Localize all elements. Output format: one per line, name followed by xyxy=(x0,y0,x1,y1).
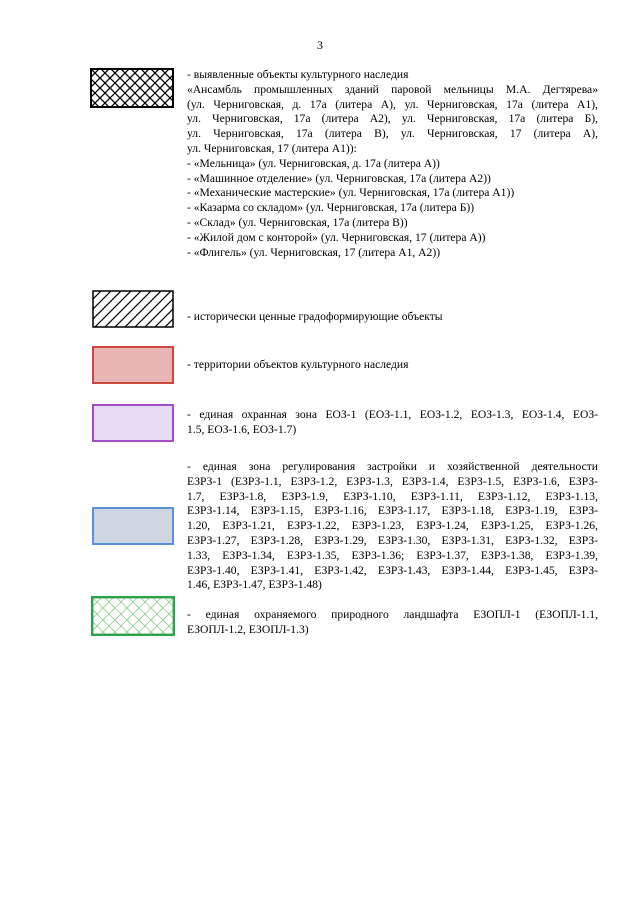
legend-line: 1.46, ЕЗРЗ-1.47, ЕЗРЗ-1.48) xyxy=(187,578,322,592)
legend-line: - «Мельница» (ул. Черниговская, д. 17а (литера А)) xyxy=(187,156,440,170)
legend-line: ул. Черниговская, 17а (литера А2), ул. Черниговская, 17а (литера Б), xyxy=(187,112,598,126)
building-regulation-zone-legend-text xyxy=(187,460,598,593)
cultural-heritage-legend-text xyxy=(187,68,598,260)
legend-line: - выявленные объекты культурного наследия xyxy=(187,68,409,81)
legend-line: 1.7, ЕЗРЗ-1.8, ЕЗРЗ-1.9, ЕЗРЗ-1.10, ЕЗРЗ-1.11, ЕЗРЗ-1.12, ЕЗРЗ-1.13, xyxy=(187,489,598,503)
legend-line: - территории объектов культурного наследия xyxy=(187,358,409,371)
legend-line: - «Механические мастерские» (ул. Черниговская, 17а (литера А1)) xyxy=(187,186,515,200)
legend-line: - единая зона регулирования застройки и хозяйственной деятельности xyxy=(187,460,598,473)
legend-line: - «Машинное отделение» (ул. Черниговская, 17а (литера А2)) xyxy=(187,171,491,185)
natural-landscape-zone-legend-text xyxy=(187,608,598,638)
heritage-territories-legend-text xyxy=(187,358,598,373)
legend-line: 1.20, ЕЗРЗ-1.21, ЕЗРЗ-1.22, ЕЗРЗ-1.23, ЕЗРЗ-1.24, ЕЗРЗ-1.25, ЕЗРЗ-1.26, xyxy=(187,519,598,533)
page-number: 3 xyxy=(317,38,323,52)
legend-line: - единая охраняемого природного ландшафта ЕЗОПЛ-1 (ЕЗОПЛ-1.1, xyxy=(187,608,598,621)
legend-line: ЕЗРЗ-1.14, ЕЗРЗ-1.15, ЕЗРЗ-1.16, ЕЗРЗ-1.17, ЕЗРЗ-1.18, ЕЗРЗ-1.19, ЕЗРЗ- xyxy=(187,504,598,518)
legend-line: - «Склад» (ул. Черниговская, 17а (литера В)) xyxy=(187,215,408,229)
legend-line: - исторически ценные градоформирующие объекты xyxy=(187,310,443,323)
legend-line: ЕЗРЗ-1.40, ЕЗРЗ-1.41, ЕЗРЗ-1.42, ЕЗРЗ-1.43, ЕЗРЗ-1.44, ЕЗРЗ-1.45, ЕЗРЗ- xyxy=(187,563,598,577)
legend-line: «Ансамбль промышленных зданий паровой мельницы М.А. Дегтярева» xyxy=(187,82,598,96)
legend-line: ЕЗОПЛ-1.2, ЕЗОПЛ-1.3) xyxy=(187,622,309,636)
legend-line: ЕЗРЗ-1 (ЕЗРЗ-1.1, ЕЗРЗ-1.2, ЕЗРЗ-1.3, ЕЗРЗ-1.4, ЕЗРЗ-1.5, ЕЗРЗ-1.6, ЕЗРЗ- xyxy=(187,474,598,488)
natural-landscape-zone-swatch xyxy=(91,596,175,636)
protection-zone-legend-text xyxy=(187,408,598,438)
historic-objects-legend-text xyxy=(187,310,598,325)
legend-line: ЕЗРЗ-1.27, ЕЗРЗ-1.28, ЕЗРЗ-1.29, ЕЗРЗ-1.30, ЕЗРЗ-1.31, ЕЗРЗ-1.32, ЕЗРЗ- xyxy=(187,533,598,547)
legend-line: 1.5, ЕОЗ-1.6, ЕОЗ-1.7) xyxy=(187,422,297,436)
legend-line: 1.33, ЕЗРЗ-1.34, ЕЗРЗ-1.35, ЕЗРЗ-1.36; ЕЗРЗ-1.37, ЕЗРЗ-1.38, ЕЗРЗ-1.39, xyxy=(187,548,598,562)
historic-objects-hatch-swatch xyxy=(92,290,174,328)
heritage-territories-swatch xyxy=(92,346,174,384)
legend-line: ул. Черниговская, 17 (литера А1)): xyxy=(187,141,357,155)
legend-line: ул. Черниговская, 17а (литера В), ул. Черниговская, 17 (литера А), xyxy=(187,127,598,141)
legend-line: - «Жилой дом с конторой» (ул. Черниговская, 17 (литера А)) xyxy=(187,230,486,244)
cultural-heritage-crosshatch-swatch xyxy=(90,68,174,108)
legend-line: - единая охранная зона ЕОЗ-1 (ЕОЗ-1.1, ЕОЗ-1.2, ЕОЗ-1.3, ЕОЗ-1.4, ЕОЗ- xyxy=(187,408,598,421)
building-regulation-zone-swatch xyxy=(92,507,174,545)
legend-line: - «Казарма со складом» (ул. Черниговская, 17а (литера Б)) xyxy=(187,201,475,215)
legend-line: - «Флигель» (ул. Черниговская, 17 (литера А1, А2)) xyxy=(187,245,441,259)
legend-line: (ул. Черниговская, д. 17а (литера А), ул. Черниговская, 17а (литера А1), xyxy=(187,97,598,111)
protection-zone-swatch xyxy=(92,404,174,442)
